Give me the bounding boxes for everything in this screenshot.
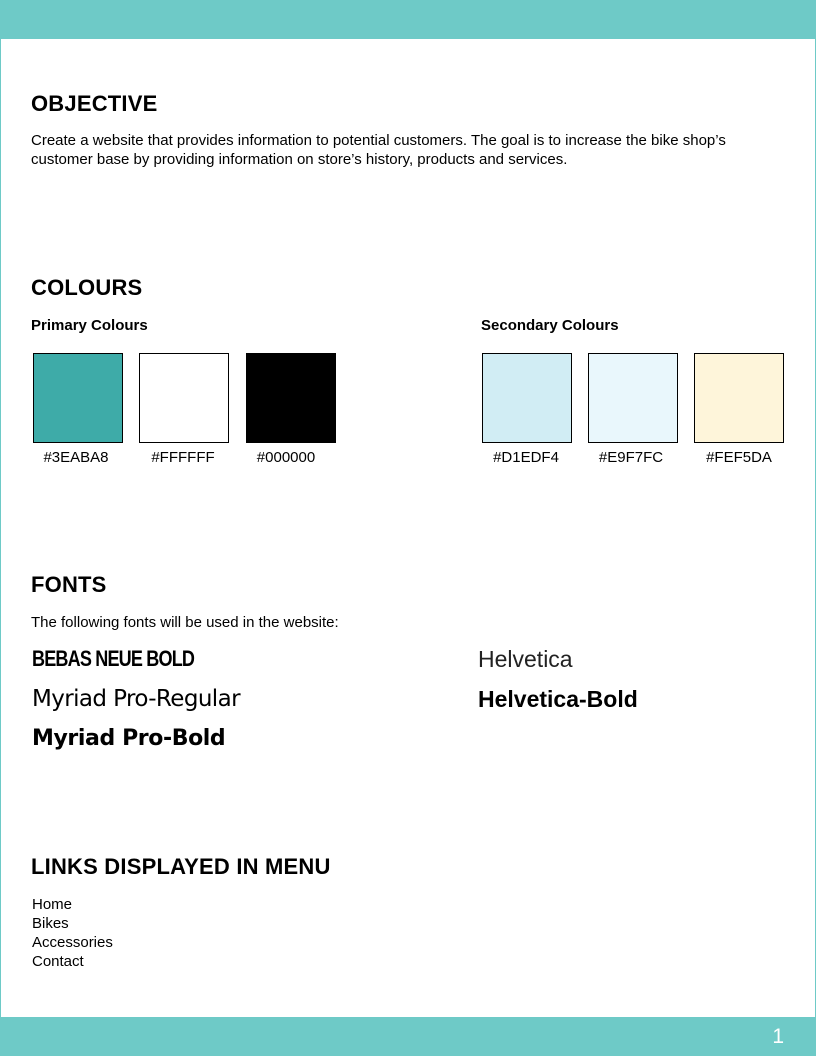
swatch-code-primary-2: #FFFFFF (151, 449, 215, 466)
swatch-code-secondary-2: #E9F7FC (598, 449, 664, 466)
footer-bar (0, 1017, 816, 1056)
swatch-code-secondary-1: #D1EDF4 (493, 449, 559, 466)
objective-text: Create a website that provides information to potential customers. The goal is to increase the bike shop’s customer base by providing information on store’s history, products and services. (31, 132, 726, 168)
swatch-primary-2 (139, 353, 229, 443)
menu-link-home: Home (32, 896, 73, 913)
swatch-code-primary-1: #3EABA8 (43, 449, 109, 466)
font-sample-myriad-pro-bold: Myriad Pro-Bold (32, 726, 226, 751)
menu-links-list (32, 895, 113, 971)
swatch-primary-1 (33, 353, 123, 443)
secondary-colours-label: Secondary Colours (481, 317, 619, 334)
objective-heading: OBJECTIVE (31, 91, 158, 116)
header-bar (0, 0, 816, 39)
fonts-intro: The following fonts will be used in the website: (31, 614, 339, 631)
font-sample-myriad-pro-regular: Myriad Pro-Regular (32, 686, 240, 712)
primary-colours-label: Primary Colours (31, 317, 148, 334)
colours-heading: COLOURS (31, 275, 143, 300)
fonts-heading: FONTS (31, 572, 107, 597)
swatch-secondary-1 (482, 353, 572, 443)
font-sample-helvetica-bold: Helvetica-Bold (478, 686, 638, 712)
swatch-secondary-3 (694, 353, 784, 443)
swatch-primary-3 (246, 353, 336, 443)
swatch-code-primary-3: #000000 (256, 449, 316, 466)
menu-link-accessories: Accessories (32, 934, 113, 951)
menu-link-contact: Contact (32, 953, 84, 970)
swatch-code-secondary-3: #FEF5DA (706, 449, 772, 466)
swatch-secondary-2 (588, 353, 678, 443)
menu-link-bikes: Bikes (32, 915, 69, 932)
page-number: 1 (772, 1025, 784, 1048)
font-sample-bebas-neue-bold: BEBAS NEUE BOLD (32, 646, 195, 671)
menu-links-heading: LINKS DISPLAYED IN MENU (31, 854, 331, 879)
font-sample-helvetica: Helvetica (478, 646, 573, 672)
